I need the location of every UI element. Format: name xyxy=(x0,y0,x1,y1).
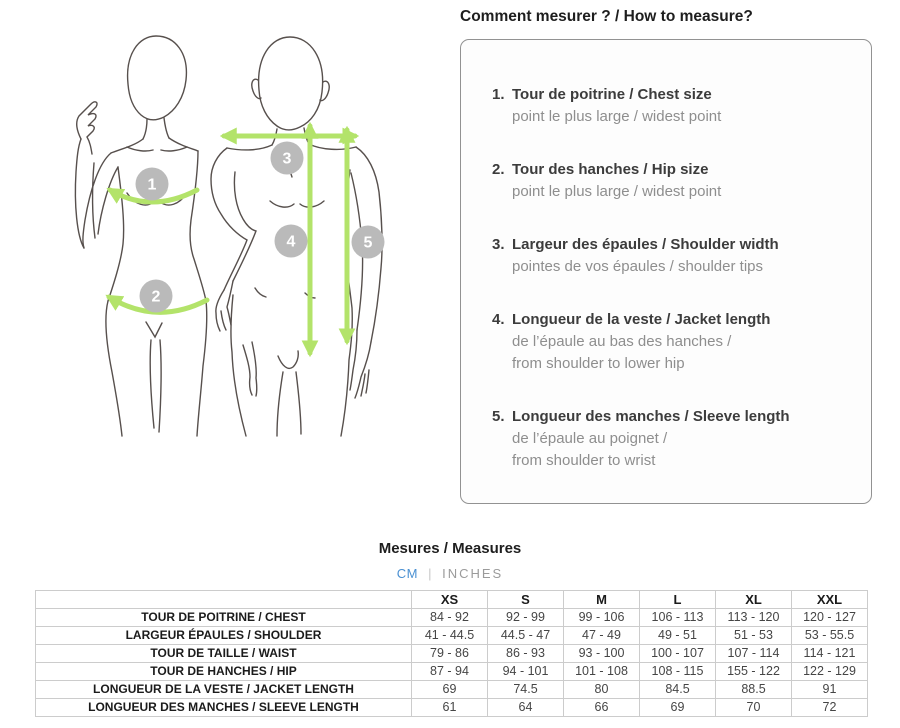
size-column-header: XXL xyxy=(792,591,868,609)
how-to-measure-title: Comment mesurer ? / How to measure? xyxy=(460,8,753,25)
size-value: 44.5 - 47 xyxy=(488,627,564,645)
size-value: 70 xyxy=(716,699,792,717)
measure-item-jacket-length xyxy=(492,309,853,375)
unit-separator: | xyxy=(428,566,432,581)
size-value: 64 xyxy=(488,699,564,717)
row-label: TOUR DE POITRINE / CHEST xyxy=(36,609,412,627)
size-value: 47 - 49 xyxy=(564,627,640,645)
size-value: 94 - 101 xyxy=(488,663,564,681)
marker-1 xyxy=(136,168,169,201)
size-value: 113 - 120 xyxy=(716,609,792,627)
measure-item-description: de l’épaule au bas des hanches / from shoulder to lower hip xyxy=(512,333,732,372)
size-table-corner-cell xyxy=(36,591,412,609)
size-value: 61 xyxy=(412,699,488,717)
measure-item-sleeve-length xyxy=(492,406,853,472)
size-value: 87 - 94 xyxy=(412,663,488,681)
measure-item-number: 5. xyxy=(492,408,505,425)
unit-toggle xyxy=(0,566,900,581)
size-value: 92 - 99 xyxy=(488,609,564,627)
measure-item-description: de l’épaule au poignet / from shoulder to wrist xyxy=(512,430,668,469)
marker-2 xyxy=(140,280,173,313)
measure-item-shoulder xyxy=(492,234,853,278)
size-value: 100 - 107 xyxy=(640,645,716,663)
measure-item-label: Tour des hanches / Hip size xyxy=(512,161,709,178)
unit-inches-link[interactable]: INCHES xyxy=(442,566,504,581)
size-value: 122 - 129 xyxy=(792,663,868,681)
table-row xyxy=(36,609,868,627)
size-value: 108 - 115 xyxy=(640,663,716,681)
measure-item-number: 1. xyxy=(492,86,505,103)
measure-item-title xyxy=(492,84,853,106)
row-label: LARGEUR ÉPAULES / SHOULDER xyxy=(36,627,412,645)
size-value: 72 xyxy=(792,699,868,717)
measurement-arrows xyxy=(109,126,355,353)
table-row xyxy=(36,699,868,717)
size-value: 155 - 122 xyxy=(716,663,792,681)
table-row xyxy=(36,681,868,699)
measure-item-number: 2. xyxy=(492,161,505,178)
size-value: 106 - 113 xyxy=(640,609,716,627)
svg-text:5: 5 xyxy=(363,234,373,252)
measure-item-label: Longueur des manches / Sleeve length xyxy=(512,408,790,425)
row-label: TOUR DE HANCHES / HIP xyxy=(36,663,412,681)
size-column-header: M xyxy=(564,591,640,609)
marker-3 xyxy=(271,142,304,175)
table-row xyxy=(36,645,868,663)
size-value: 84 - 92 xyxy=(412,609,488,627)
size-value: 69 xyxy=(640,699,716,717)
svg-text:2: 2 xyxy=(151,288,161,306)
size-column-header: S xyxy=(488,591,564,609)
row-label: LONGUEUR DE LA VESTE / JACKET LENGTH xyxy=(36,681,412,699)
size-value: 51 - 53 xyxy=(716,627,792,645)
measure-item-chest xyxy=(492,84,853,128)
row-label: TOUR DE TAILLE / WAIST xyxy=(36,645,412,663)
measure-item-label: Tour de poitrine / Chest size xyxy=(512,86,712,103)
measure-item-description: point le plus large / widest point xyxy=(512,183,722,200)
size-column-header: XL xyxy=(716,591,792,609)
size-table xyxy=(35,590,868,717)
size-value: 49 - 51 xyxy=(640,627,716,645)
how-to-measure-panel xyxy=(460,8,872,504)
size-value: 93 - 100 xyxy=(564,645,640,663)
size-table-head-row xyxy=(36,591,868,609)
body-figures-diagram xyxy=(0,0,450,450)
unit-cm-link[interactable]: CM xyxy=(396,566,418,581)
measure-item-label: Longueur de la veste / Jacket length xyxy=(512,311,771,328)
size-value: 79 - 86 xyxy=(412,645,488,663)
table-row xyxy=(36,663,868,681)
measures-title: Mesures / Measures xyxy=(378,540,522,557)
svg-text:1: 1 xyxy=(147,176,157,194)
marker-4 xyxy=(275,225,308,258)
svg-text:4: 4 xyxy=(286,233,296,251)
measure-item-label: Largeur des épaules / Shoulder width xyxy=(512,236,779,253)
size-column-header: L xyxy=(640,591,716,609)
measure-item-title xyxy=(492,234,853,256)
measure-item-description: pointes de vos épaules / shoulder tips xyxy=(512,258,763,275)
size-value: 120 - 127 xyxy=(792,609,868,627)
svg-text:3: 3 xyxy=(282,150,292,168)
size-value: 101 - 108 xyxy=(564,663,640,681)
row-label: LONGUEUR DES MANCHES / SLEEVE LENGTH xyxy=(36,699,412,717)
measure-item-hip xyxy=(492,159,853,203)
measure-item-title xyxy=(492,406,853,428)
size-value: 66 xyxy=(564,699,640,717)
size-value: 69 xyxy=(412,681,488,699)
size-value: 107 - 114 xyxy=(716,645,792,663)
size-value: 84.5 xyxy=(640,681,716,699)
size-value: 88.5 xyxy=(716,681,792,699)
measurement-figure-illustration xyxy=(0,0,450,450)
size-value: 91 xyxy=(792,681,868,699)
size-value: 53 - 55.5 xyxy=(792,627,868,645)
measure-item-description: point le plus large / widest point xyxy=(512,108,722,125)
how-to-measure-box xyxy=(460,39,872,504)
measure-item-number: 4. xyxy=(492,311,505,328)
table-row xyxy=(36,627,868,645)
measures-section xyxy=(0,540,900,717)
female-figure-outline xyxy=(75,36,256,436)
measure-item-title xyxy=(492,309,853,331)
size-table-body xyxy=(36,609,868,717)
size-value: 41 - 44.5 xyxy=(412,627,488,645)
marker-5 xyxy=(352,226,385,259)
size-value: 86 - 93 xyxy=(488,645,564,663)
size-value: 80 xyxy=(564,681,640,699)
size-value: 99 - 106 xyxy=(564,609,640,627)
measure-item-title xyxy=(492,159,853,181)
measure-item-number: 3. xyxy=(492,236,505,253)
size-value: 114 - 121 xyxy=(792,645,868,663)
size-value: 74.5 xyxy=(488,681,564,699)
size-column-header: XS xyxy=(412,591,488,609)
